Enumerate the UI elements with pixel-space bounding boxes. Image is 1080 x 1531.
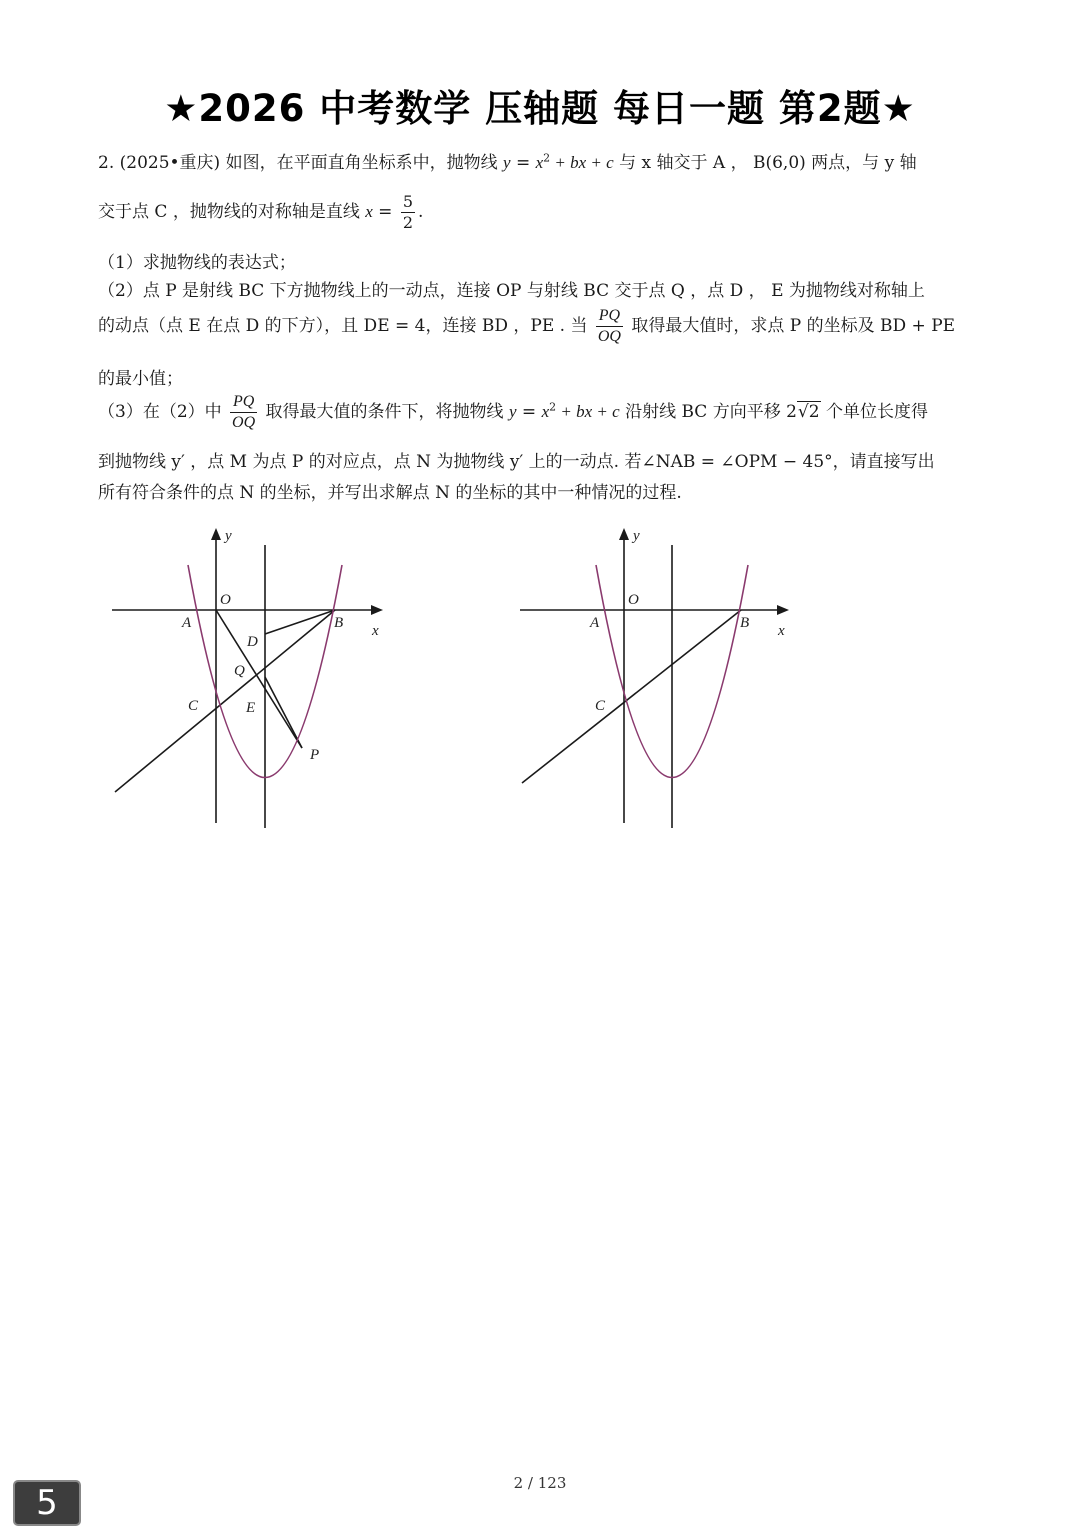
problem-line-8: 到抛物线 y′ ，点 M 为点 P 的对应点，点 N 为抛物线 y′ 上的一动点. 若∠NAB = ∠OPM − 45°，请直接写出: [98, 452, 935, 472]
text-segment: 沿射线 BC 方向平移 2: [619, 402, 797, 422]
label-o: O: [220, 592, 231, 608]
problem-line-6: 的最小值；: [98, 369, 183, 389]
segment-pe: [265, 677, 302, 748]
label-x: x: [778, 623, 785, 639]
text-segment: .: [418, 202, 424, 222]
sqrt-value: 2: [808, 402, 820, 422]
label-b: B: [334, 615, 344, 631]
math-op: =: [510, 153, 536, 173]
fraction-numerator: PQ: [230, 392, 257, 413]
page-title: ★2026 中考数学 压轴题 每日一题 第2题★: [164, 87, 916, 130]
fraction-five-halves: [401, 192, 415, 233]
text-segment: 2. (2025•重庆) 如图，在平面直角坐标系中，抛物线: [98, 153, 503, 173]
figure-1: [100, 520, 400, 840]
problem-line-4: （2）点 P 是射线 BC 下方抛物线上的一动点，连接 OP 与射线 BC 交于点 Q ，点 D ， E 为抛物线对称轴上: [98, 281, 925, 301]
label-c: C: [595, 698, 606, 714]
math-var: x: [535, 153, 544, 172]
label-x: x: [372, 623, 379, 639]
label-p: P: [310, 747, 320, 763]
label-b: B: [740, 615, 750, 631]
figure-2: [508, 520, 808, 840]
x-axis-arrow: [371, 605, 383, 615]
fraction-denominator: OQ: [597, 328, 621, 345]
problem-line-2: [98, 192, 423, 233]
problem-line-1: [98, 148, 917, 173]
label-q: Q: [234, 663, 245, 679]
page-badge: 5: [13, 1480, 81, 1526]
problem-line-9: 所有符合条件的点 N 的坐标，并写出求解点 N 的坐标的其中一种情况的过程.: [98, 483, 682, 503]
math-var: x: [541, 402, 550, 421]
math-var: y: [508, 402, 517, 421]
line-bc: [522, 610, 741, 783]
math-op: =: [372, 202, 398, 222]
fraction-denominator: OQ: [232, 414, 256, 431]
math-op: =: [516, 402, 542, 422]
y-axis-arrow: [619, 528, 629, 540]
problem-line-7: [98, 392, 928, 433]
text-segment: 与 x 轴交于 A ， B(6,0) 两点，与 y 轴: [613, 153, 917, 173]
label-d: D: [247, 634, 258, 650]
label-o: O: [628, 592, 639, 608]
text-segment: （3）在（2）中: [98, 402, 228, 422]
math-expr: + bx + c: [550, 153, 614, 172]
text-segment: 取得最大值的条件下，将抛物线: [260, 402, 509, 422]
sqrt-radicand: √2: [797, 402, 820, 422]
label-a: A: [182, 615, 192, 631]
label-y: y: [633, 528, 640, 544]
label-e: E: [246, 700, 256, 716]
fraction-denominator: 2: [402, 213, 414, 232]
label-y: y: [225, 528, 232, 544]
x-axis-arrow: [777, 605, 789, 615]
text-segment: 交于点 C ，抛物线的对称轴是直线: [98, 202, 366, 222]
fraction-pq-oq: [596, 306, 623, 347]
math-exponent: 2: [543, 151, 551, 165]
fraction-numerator: 5: [402, 192, 414, 211]
label-c: C: [188, 698, 199, 714]
math-exponent: 2: [549, 400, 557, 414]
line-bc: [115, 610, 335, 792]
math-var: y: [503, 153, 511, 172]
segment-op: [216, 610, 302, 748]
page-number: 2 / 123: [513, 1474, 567, 1492]
text-segment: 取得最大值时，求点 P 的坐标及 BD + PE: [625, 316, 956, 336]
math-var: x: [365, 202, 373, 221]
segment-bd: [265, 610, 335, 634]
problem-line-3: （1）求抛物线的表达式；: [98, 253, 296, 273]
label-a: A: [590, 615, 600, 631]
fraction-numerator: PQ: [596, 306, 623, 327]
text-segment: 的动点（点 E 在点 D 的下方），且 DE = 4，连接 BD ，PE . 当: [98, 316, 593, 336]
y-axis-arrow: [211, 528, 221, 540]
fraction-pq-oq: [230, 392, 257, 433]
math-expr: + bx + c: [556, 402, 620, 421]
text-segment: 个单位长度得: [820, 402, 928, 422]
problem-line-5: [98, 306, 955, 347]
